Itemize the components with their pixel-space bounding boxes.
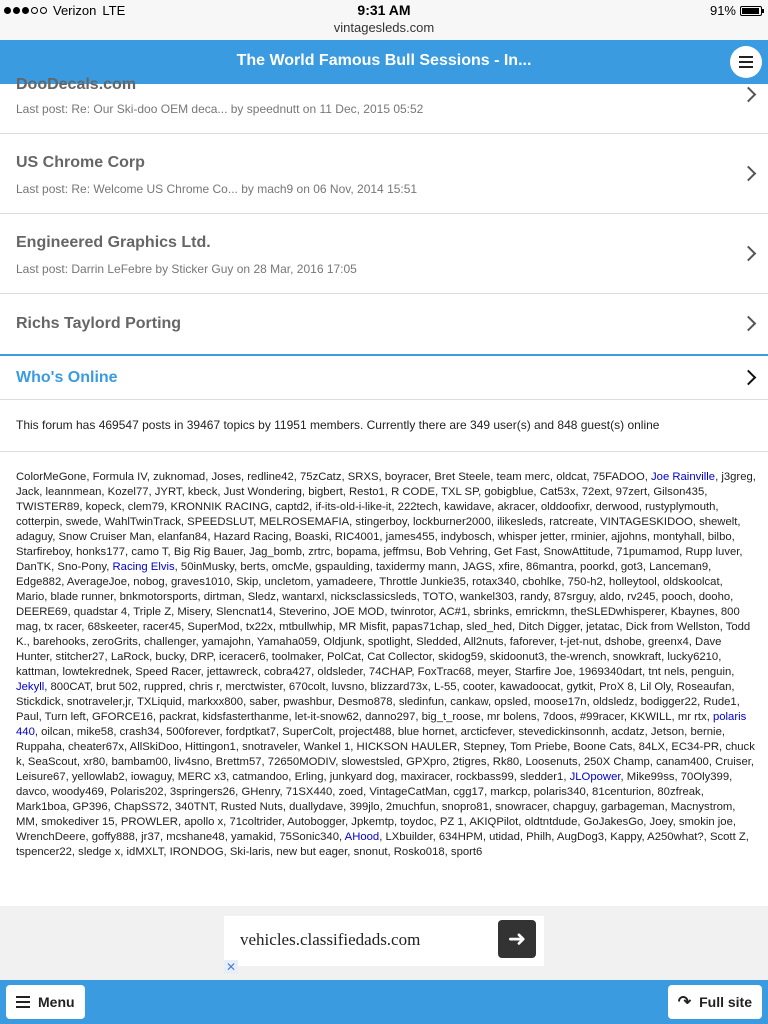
user-link[interactable]: Jekyll [16, 681, 45, 693]
user-link[interactable]: AHood [344, 831, 380, 843]
whos-online-title: Who's Online [16, 369, 118, 386]
whos-online-header[interactable] [0, 354, 768, 400]
ad-area [0, 906, 768, 980]
forum-title: DooDecals.com [16, 76, 137, 93]
forum-title: Engineered Graphics Ltd. [16, 234, 211, 251]
chevron-right-icon [741, 246, 757, 262]
chevron-right-icon [741, 87, 757, 103]
network-type: LTE [102, 3, 126, 18]
ad-banner[interactable] [224, 916, 544, 974]
online-users-text: , LXbuilder, 634HPM, utidad, Philh, AugDog3, Kappy, A250what?, Scott Z, tspencer22, sledge x, idMXLT, IRONDOG, Ski-laris, new but eager, snonut, Rosko018, sport6 [16, 831, 749, 858]
chevron-right-icon [741, 370, 757, 386]
menu-label: Menu [38, 994, 75, 1010]
forum-row-doodecals[interactable] [0, 76, 768, 134]
forum-stats-text: This forum has 469547 posts in 39467 topics by 11951 members. Currently there are 349 user(s) and 848 guest(s) online [16, 418, 660, 432]
carrier-name: Verizon [53, 3, 97, 18]
forum-row-us-chrome[interactable] [0, 134, 768, 214]
online-users-text: , j3greg, Jack, leannmean, Kozel77, JYRT, kbeck, Just Wondering, bigbert, Resto1, R CODE, TXL SP, gobigblue, Cat53x, 72ext, 97zert, Gilson435, TWISTER89, kopeck, clem79, KRONNIK RACING, captd2, if-its-old-i-like-it, 222tech, kawidave, akracer, olddoofixr, derwood, rustyplymouth, cotterpin, swede, WahlTwinTrack, SPEEDSLUT, MELROSEMAFIA, stingerboy, lockburner2000, ilikesleds, ratcreate, VINTAGESKIDOO, shewelt, adaguy, Snow Cruiser Man, elanfan84, Hazard Racing, Boaski, RIC4001, james455, indybosch, whisper jetter, rminier, ajjohns, montyhall, bilbo, Starfireboy, honks177, camo T, Big Rig Bauer, Jag_bomb, zrtrc, bopama, jeffmsu, Bob Vehring, Get Fast, SnowAttitude, 71pumamod, Rupp luver, DanTK, Sno-Pony, [16, 471, 756, 573]
online-users-text: , 800CAT, brut 502, ruppred, chris r, merctwister, 670colt, luvsno, blizzard73x, L-55, cooter, kawadoocat, gytkit, ProX 8, Lil Oly, Roseaufan, Stickdick, snotraveler,jr, TXLiquid, markxx800, saber, pwashbur, Desmo878, sledinfun, cankaw, opsled, moose17n, oldsledz, bodigger22, Rude1, Paul, Turn left, GFORCE16, packrat, kidsfasterthanme, let-it-snow62, danno297, big_t_roose, mr bolens, 7doos, #99racer, KKWILL, mr rtx, [16, 681, 740, 723]
forum-row-engineered-graphics[interactable] [0, 214, 768, 294]
forum-title: Richs Taylord Porting [16, 315, 182, 332]
menu-button[interactable] [6, 985, 85, 1019]
forum-last-post: Last post: Re: Welcome US Chrome Co... by mach9 on 06 Nov, 2014 15:51 [16, 182, 418, 196]
clock: 9:31 AM [357, 2, 411, 18]
bottom-bar [0, 980, 768, 1024]
close-icon[interactable]: ✕ [225, 960, 237, 974]
status-bar [0, 0, 768, 40]
hamburger-menu-button[interactable] [730, 46, 762, 78]
online-users-list [16, 470, 756, 860]
user-link[interactable]: Racing Elvis [112, 561, 175, 573]
forum-last-post: Last post: Darrin LeFebre by Sticker Guy on 28 Mar, 2016 17:05 [16, 262, 357, 276]
url-bar[interactable]: vintagesleds.com [333, 20, 435, 35]
user-link[interactable]: JLOpower [569, 771, 621, 783]
ad-text: vehicles.classifiedads.com [240, 930, 421, 949]
chevron-right-icon [741, 316, 757, 332]
forum-row-richs-taylord[interactable] [0, 294, 768, 354]
online-users-text: , 50inMusky, berts, omcMe, gspaulding, taxidermy mann, JAGS, xfire, 86mantra, poorkd, got3, Lanceman9, Edge882, AverageJoe, nobog, graves1010, Skip, uncletom, yamadeere, Throttle Junkie35, rotax340, cbohlke, 750-h2, holleytool, oldskoolcat, Mario, blade runner, bnkmotorsports, dirtman, Sledz, wantarxl, nicksclassicsleds, TOTO, wankel303, randy, 87srguy, aldo, rv245, pooch, dooho, DEERE69, quadstar 4, Triple Z, Misery, Slencnat14, Steverino, JOE MOD, twinrotor, AC#1, sbrinks, emrickmn, theSLEDwhisperer, Kbaynes, 800 mag, tx racer, 68skeeter, racer45, SuperMod, tx22x, mtbullwhip, MR Misfit, papas71chap, sled_hed, Ditch Digger, jetatac, Dick from Wellston, Todd K., barehooks, zeroGrits, challenger, yamajohn, Yamaha059, Oldjunk, spotlight, Sledded, All2nuts, faforever, t-jet-nut, dshobe, greenx4, Dave Hunter, stitcher27, LaRock, bucky, DRP, iceracer6, toolmaker, PolCat, Cat Collector, skidog59, skidoonut3, the-wrench, snowkraft, lucky6210, kattman, lowtekrednek, Speed Racer, jettawreck, cobra427, oldsleder, 74CHAP, FoxTrac68, meyer, Starfire Joe, 1969340dart, tnt nels, penguin, [16, 561, 751, 678]
user-link[interactable]: polaris 440 [16, 711, 747, 738]
forum-title: US Chrome Corp [16, 154, 145, 171]
online-users-text: , Mike99ss, 70Oly399, davco, woody469, Polaris202, 3springers26, GHenry, 71SX440, zoed, VintageCatMan, cgg17, markcp, polaris340, 81centurion, 80zfreak, Mark1boa, GP396, ChapSS72, 340TNT, Rusted Nuts, duallydave, 399jlo, 2muchfun, snopro81, snowracer, chapguy, garbageman, Macnystrom, MM, smokediver 15, PROWLER, apollo x, 71coltrider, Autobogger, Jpkemtp, toydoc, PZ 1, AKIQPilot, oldtntdude, GoJakesGo, Joey, smokin joe, WrenchDeere, goffy888, jr37, mcshane48, yamakid, 75Sonic340, [16, 771, 736, 843]
arrow-right-icon[interactable]: ➜ [498, 920, 536, 958]
full-site-button[interactable] [668, 985, 762, 1019]
forum-last-post: Last post: Re: Our Ski-doo OEM deca... by speednutt on 11 Dec, 2015 05:52 [16, 102, 424, 116]
hamburger-icon [739, 56, 753, 58]
online-users-text: , oilcan, mike58, crash34, 500forever, fordptkat7, SuperColt, project488, blue hornet, arcticfever, stevedickinsonnh, acdatz, Jetson, bernie, Ruppaha, cheater67x, AllSkiDoo, Hittingon1, snotraveler, Wankel 1, HICKSON HAULER, Stepney, Tom Priebe, Boone Cats, 84LX, EC34-PR, chuck k, SeaScout, xr80, bambam00, liv4sno, Brettm57, 72650MODIV, slowestsled, GPXpro, 2tigres, Rk80, Loosenuts, 250X Champ, canam400, Cruiser, Leisure67, yellowlab2, iowaguy, MERC x3, catmandoo, Erling, junkyard dog, maxiracer, rockbass99, sledder1, [16, 726, 755, 783]
battery-info [710, 3, 762, 18]
forum-stats [0, 400, 768, 452]
page-title: The World Famous Bull Sessions - In... [236, 52, 532, 69]
online-users-text: ColorMeGone, Formula IV, zuknomad, Joses, redline42, 75zCatz, SRXS, boyracer, Bret Steele, team merc, oldcat, 75FADOO, [16, 471, 652, 483]
user-link[interactable]: Joe Rainville [651, 471, 716, 483]
chevron-right-icon [741, 166, 757, 182]
battery-percent: 91% [709, 3, 736, 18]
battery-icon [740, 6, 762, 16]
hamburger-icon [16, 996, 30, 1008]
redo-arrow-icon: ↷ [677, 994, 692, 1011]
full-site-label: Full site [699, 994, 752, 1010]
